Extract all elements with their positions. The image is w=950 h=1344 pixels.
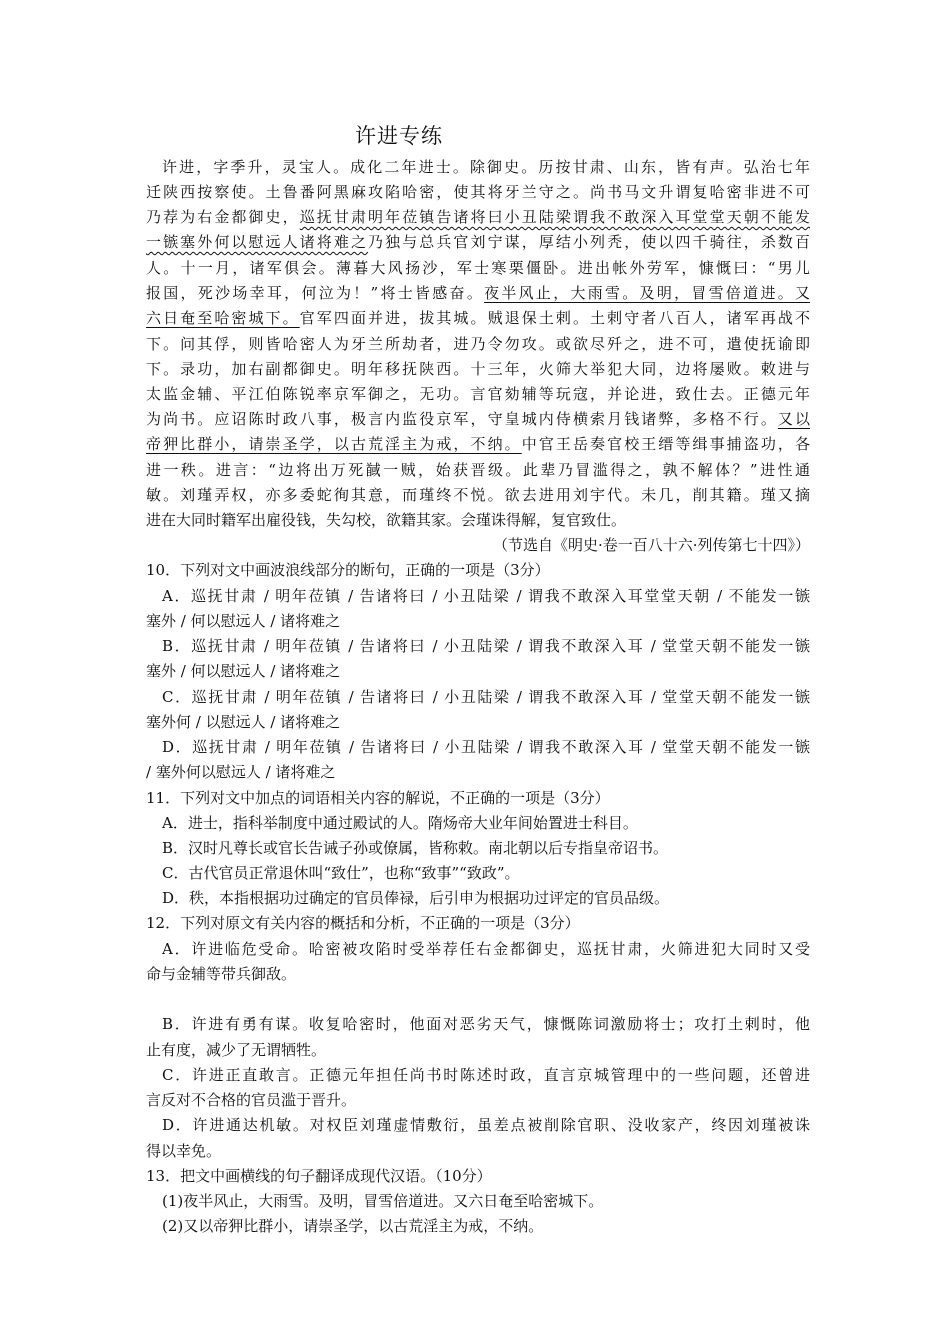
underlined-sentence: 又以	[777, 410, 810, 428]
question-stem: 10．下列对文中画波浪线部分的断句，正确的一项是（3分）	[146, 561, 550, 579]
passage-line	[146, 432, 810, 457]
option-b: B．汉时凡尊长或官长告诫子孙或僚属，皆称敕。南北朝以后专指皇帝诏书。	[162, 839, 669, 857]
option-a: A．进士，指科举制度中通过殿试的人。隋炀帝大业年间始置进士科目。	[162, 814, 638, 832]
option-a: A．巡抚甘肃 / 明年莅镇 / 告诸将曰 / 小丑陆梁 / 谓我不敢深入耳堂堂天朝 / 不能发一镞	[162, 587, 810, 605]
document-title: 许进专练	[355, 124, 443, 148]
passage-line	[146, 230, 810, 255]
option-b-cont: 止有度，减少了无谓牺牲。	[146, 1041, 327, 1059]
underlined-sentence: 六日奄至哈密城下。	[146, 309, 300, 327]
wavy-underlined-text: 巡抚甘肃明年莅镇告诸将曰小丑陆梁谓我不敢深入耳堂堂天朝不能发	[299, 208, 810, 226]
option-d: D．巡抚甘肃 / 明年莅镇 / 告诸将曰 / 小丑陆梁 / 谓我不敢深入耳 / 堂堂天朝不能发一镞	[162, 738, 810, 756]
question-stem: 12．下列对原文有关内容的概括和分析，不正确的一项是（3分）	[146, 914, 580, 932]
option-b-cont: 塞外 / 何以慰远人 / 诸将难之	[146, 662, 341, 680]
passage-line: 进一秩。进言：“边将出万死馘一贼，始获晋级。此辈乃冒滥得之，孰不解体？”进性通	[146, 461, 810, 479]
passage-line: 下。问其俘，则皆哈密人为牙兰所劫者，进乃令勿攻。或欲尽歼之，进不可，遣使抚谕即	[146, 335, 810, 353]
option-d: D．许进通达机敏。对权臣刘瑾虚情敷衍，虽差点被削除官职、没收家产，终因刘瑾被诛	[162, 1116, 810, 1134]
option-c-cont: 言反对不合格的官员滥于晋升。	[146, 1091, 357, 1109]
passage-text: 乃独与总兵官刘宁谋，厚结小列秃，使以四千骑往，杀数百	[368, 233, 810, 251]
passage-text: 乃荐为右金都御史，	[146, 208, 300, 226]
option-b: B．许进有勇有谋。收复哈密时，他面对恶劣天气，慷慨陈词激励将士；攻打土剌时，他	[162, 1015, 810, 1033]
passage-line: 许进，字季升，灵宝人。成化二年进士。除御史。历按甘肃、山东，皆有声。弘治七年	[162, 158, 810, 176]
sentence-2: (2)又以帝狎比群小，请崇圣学，以古荒淫主为戒，不纳。	[162, 1217, 544, 1235]
option-a-cont: 命与金辅等带兵御敌。	[146, 965, 297, 983]
passage-text: 报国，死沙场幸耳，何泣为！”将士皆感奋。	[146, 284, 485, 302]
passage-line	[146, 281, 810, 306]
passage-line: 人。十一月，诸军俱会。薄暮大风扬沙，军士寒栗僵卧。进出帐外劳军，慷慨曰：“男儿	[146, 259, 810, 277]
option-c-cont: 塞外何 / 以慰远人 / 诸将难之	[146, 713, 341, 731]
question-stem: 11．下列对文中加点的词语相关内容的解说，不正确的一项是（3分）	[146, 789, 610, 807]
passage-line: 进在大同时籍军出雇役钱，失勾校，欲籍其家。会瑾诛得解，复官致仕。	[146, 511, 627, 529]
option-d: D．秩，本指根据功过确定的官员俸禄，后引申为根据功过评定的官员品级。	[162, 889, 670, 907]
underlined-sentence: 帝狎比群小，请崇圣学，以古荒淫主为戒，不纳。	[146, 435, 522, 453]
passage-line: 敏。刘瑾弄权，亦多委蛇徇其意，而瑾终不悦。欲去进用刘宇代。未几，削其籍。瑾又摘	[146, 486, 810, 504]
passage-text: 为尚书。应诏陈时政八事，极言内监役京军，守皇城内侍横索月钱诸弊，多格不行。	[146, 410, 778, 428]
passage-text: 官军四面并进，拔其城。贼退保土剌。土剌守者八百人，诸军再战不	[299, 309, 810, 327]
passage-source: （节选自《明史·卷一百八十六·列传第七十四》）	[492, 536, 810, 554]
passage-line	[146, 407, 810, 432]
option-d-cont: / 塞外何以慰远人 / 诸将难之	[146, 763, 336, 781]
option-b: B．巡抚甘肃 / 明年莅镇 / 告诸将曰 / 小丑陆梁 / 谓我不敢深入耳 / 堂堂天朝不能发一镞	[162, 637, 810, 655]
passage-line: 下。录功，加右副都御史。明年移抚陕西。十三年，火筛大举犯大同，边将屡败。敕进与	[146, 360, 810, 378]
passage-line	[146, 205, 810, 230]
option-c: C．古代官员正常退休叫“致仕”，也称“致事”“致政”。	[162, 864, 520, 882]
option-d-cont: 得以幸免。	[146, 1142, 222, 1160]
passage-line: 太监金辅、平江伯陈锐率京军御之，无功。言官劾辅等玩寇，并论进，致仕去。正德元年	[146, 385, 810, 403]
passage-text: 中官王岳奏官校王缙等缉事捕盗功，各	[521, 435, 810, 453]
question-stem: 13．把文中画横线的句子翻译成现代汉语。（10分）	[146, 1167, 492, 1185]
sentence-1: (1)夜半风止，大雨雪。及明，冒雪倍道进。又六日奄至哈密城下。	[162, 1192, 604, 1210]
underlined-sentence: 夜半风止，大雨雪。及明，冒雪倍道进。又	[484, 284, 810, 302]
option-a: A．许进临危受命。哈密被攻陷时受举荐任右金都御史，巡抚甘肃，火筛进犯大同时又受	[162, 940, 810, 958]
option-c: C．巡抚甘肃 / 明年莅镇 / 告诸将曰 / 小丑陆梁 / 谓我不敢深入耳 / 堂堂天朝不能发一镞	[162, 688, 810, 706]
passage-line: 迁陕西按察使。土鲁番阿黑麻攻陷哈密，使其将牙兰守之。尚书马文升谓复哈密非进不可	[146, 183, 810, 201]
wavy-underlined-text: 一镞塞外何以慰远人诸将难之	[146, 233, 369, 251]
option-c: C．许进正直敢言。正德元年担任尚书时陈述时政，直言京城管理中的一些问题，还曾进	[162, 1066, 810, 1084]
passage-line	[146, 306, 810, 331]
option-a-cont: 塞外 / 何以慰远人 / 诸将难之	[146, 612, 341, 630]
